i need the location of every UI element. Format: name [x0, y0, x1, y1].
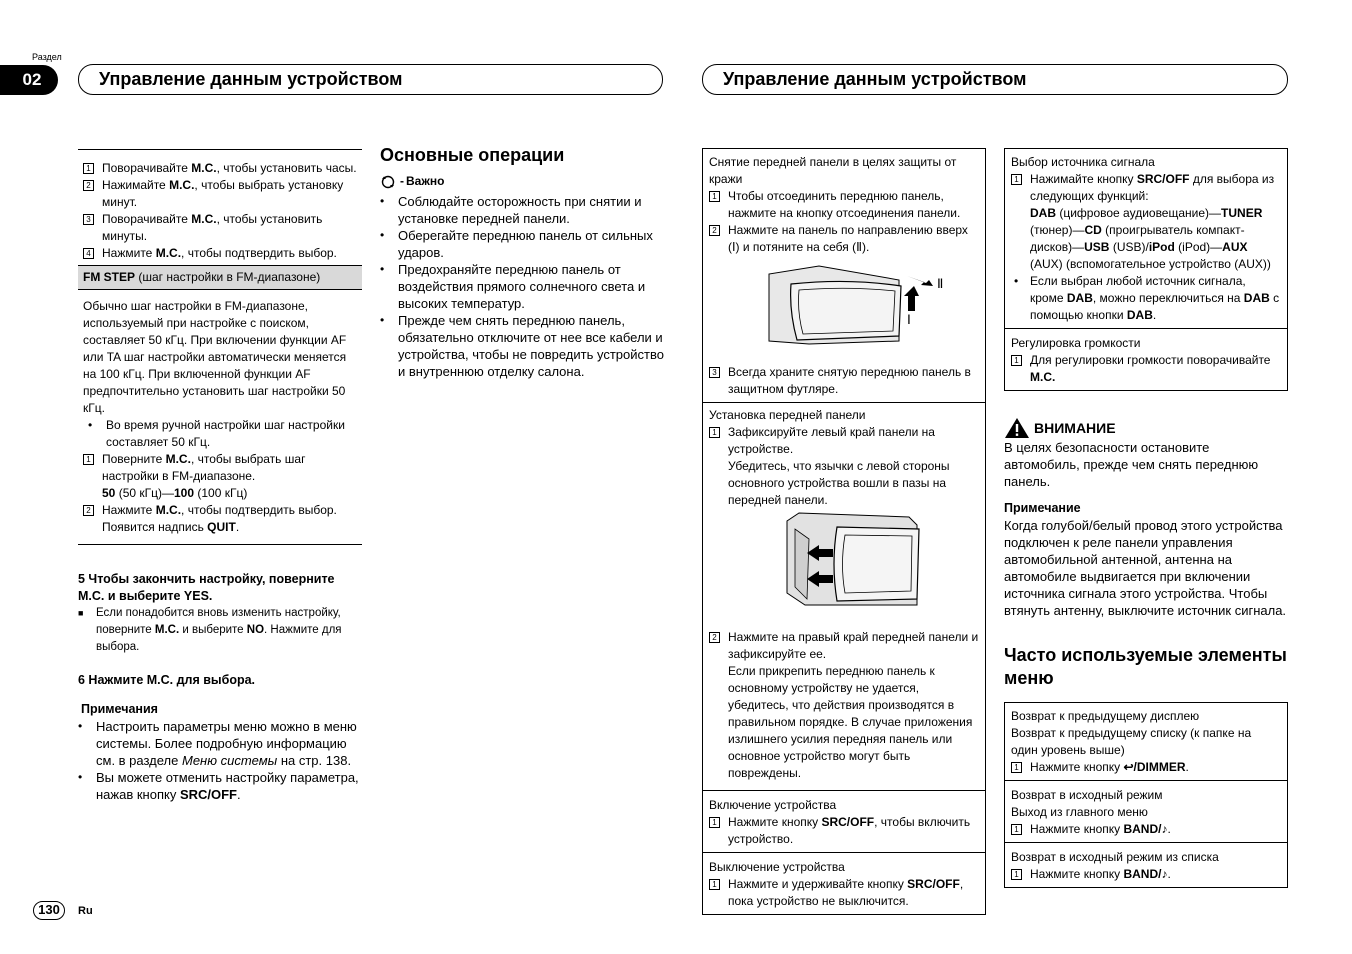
attach-panel-illustration — [709, 509, 981, 625]
section-label: Раздел — [32, 52, 62, 62]
column-4 — [1004, 148, 1288, 888]
source-bullet: • Если выбран любой источник сигнала, кроме DAB, можно переключиться на DAB с помощью кнопки DAB. — [1014, 274, 1280, 322]
column-1 — [78, 149, 362, 803]
important-heading: - Важно — [380, 173, 664, 190]
fm-step-heading — [78, 265, 362, 290]
fm-step-1: 1 Поверните M.C., чтобы выбрать шаг настройки в FM-диапазоне. 50 (50 кГц)—100 (100 кГц) — [83, 451, 357, 502]
power-on-step: 1 Нажмите кнопку SRC/OFF, чтобы включить устройство. — [709, 814, 979, 848]
fig1-label-two: Ⅱ — [937, 276, 944, 291]
volume-section — [1005, 328, 1287, 390]
menu-row: Возврат в исходный режим Выход из главного меню 1 Нажмите кнопку BAND/♪. — [1005, 780, 1287, 842]
important-bullet: • Предохраняйте переднюю панель от воздействия прямого солнечного света и высоких температур. — [380, 262, 646, 311]
power-off-section — [703, 852, 985, 914]
power-on-title: Включение устройства — [709, 798, 837, 812]
source-title: Выбор источника сигнала — [1011, 155, 1155, 169]
step-text: Поворачивайте M.C., чтобы установить часы. — [102, 161, 357, 175]
volume-title: Регулировка громкости — [1011, 336, 1141, 350]
menu-section-title: Часто используемые элементы меню — [1004, 645, 1287, 688]
warning-icon — [1004, 417, 1030, 439]
attach-step-1: 1 Зафиксируйте левый край панели на устройстве. Убедитесь, что язычки с левой стороны основного устройства вошли в пазы на передней панели. — [709, 424, 979, 509]
column-3 — [702, 148, 986, 915]
step-text: Нажмите M.C., чтобы подтвердить выбор. — [102, 246, 337, 260]
important-bullet: • Оберегайте переднюю панель от сильных ударов. — [380, 228, 653, 260]
notes-list — [78, 718, 362, 803]
source-list: DAB (цифровое аудиовещание)—TUNER (тюнер)—CD (проигрыватель компакт-дисков)—USB (USB)/iPod (iPod)—AUX (AUX) (вспомогательное устройство (AUX)) — [1030, 206, 1271, 271]
fm-step-2: 2 Нажмите M.C., чтобы подтвердить выбор. Появится надпись QUIT. — [83, 502, 357, 536]
page-header-right: Управление данным устройством — [702, 64, 1288, 95]
volume-step: 1 Для регулировки громкости поворачивайте M.C. — [1011, 352, 1281, 386]
column-2 — [380, 144, 664, 380]
remove-step-2: 2 Нажмите на панель по направлению вверх (Ⅰ) и потяните на себя (Ⅱ). — [709, 222, 979, 256]
remove-panel-title: Снятие передней панели в целях защиты от кражи — [709, 155, 957, 186]
step-text: Нажимайте M.C., чтобы выбрать установку минут. — [102, 178, 344, 209]
important-bullet: • Прежде чем снять переднюю панель, обязательно отключите от нее все кабели и устройства, чтобы не повредить устройство и внутреннюю отделку салона. — [380, 313, 664, 379]
fm-step-desc: (шаг настройки в FM-диапазоне) — [135, 270, 321, 284]
page-header-left: Управление данным устройством — [78, 64, 663, 95]
fm-step-body — [78, 290, 362, 545]
remove-panel-illustration — [709, 256, 981, 356]
note-item: • Вы можете отменить настройку параметра, нажав кнопку SRC/OFF. — [78, 770, 359, 802]
step5-title: 5 Чтобы закончить настройку, поверните M.C. и выберите YES. — [78, 572, 335, 603]
step-item — [83, 245, 362, 262]
step-item — [83, 211, 362, 245]
warning-text: В целях безопасности остановите автомобиль, прежде чем снять переднюю панель. — [1004, 440, 1259, 489]
attach-panel-section — [703, 402, 985, 786]
note-item: • Настроить параметры меню можно в меню системы. Более подробную информацию см. в разделе Меню системы на стр. 138. — [78, 719, 357, 768]
menu-box — [1004, 702, 1288, 888]
step6-title: 6 Нажмите M.C. для выбора. — [78, 673, 256, 687]
step-number: 4 — [83, 248, 94, 259]
power-off-step: 1 Нажмите и удерживайте кнопку SRC/OFF, пока устройство не выключится. — [709, 876, 979, 910]
source-volume-box — [1004, 148, 1288, 391]
important-icon — [380, 175, 398, 189]
fig1-label-one: Ⅰ — [907, 312, 911, 327]
clock-step-list — [83, 160, 362, 262]
step-text: Поворачивайте M.C., чтобы установить минуты. — [102, 212, 323, 243]
fm-step-bullet: • Во время ручной настройки шаг настройки составляет 50 кГц. — [88, 418, 345, 449]
step-item — [83, 177, 362, 211]
remove-step-1: 1 Чтобы отсоединить переднюю панель, нажмите на кнопку отсоединения панели. — [709, 188, 979, 222]
language-code: Ru — [78, 905, 93, 917]
power-off-title: Выключение устройства — [709, 860, 845, 874]
section-number: 02 — [0, 65, 58, 95]
important-bullet: • Соблюдайте осторожность при снятии и установке передней панели. — [380, 194, 642, 226]
step-number: 3 — [83, 214, 94, 225]
menu-row: Возврат в исходный режим из списка 1 Нажмите кнопку BAND/♪. — [1005, 842, 1287, 887]
source-step: 1 Нажимайте кнопку SRC/OFF для выбора из следующих функций: DAB (цифровое аудиовещание)—TUNER (тюнер)—CD (проигрыватель компакт-дисков)—USB (USB)/iPod (iPod)—AUX (AUX) (вспомогательное устройство (AUX)) — [1011, 171, 1281, 273]
warning-heading: ВНИМАНИЕ — [1004, 417, 1288, 439]
note-text: Когда голубой/белый провод этого устройства подключен к реле панели управления автомобильной антенной, антенна на автомобиле выдвигается при включении источника сигнала этого устройства. Чтобы втянуть антенну, выключите источник сигнала. — [1004, 518, 1287, 618]
step-number: 1 — [83, 163, 94, 174]
attach-panel-title: Установка передней панели — [709, 408, 866, 422]
fm-step-paragraph: Обычно шаг настройки в FM-диапазоне, используемый при настройке с поиском, составляет 50 кГц. При включении функции AF или TA шаг настройки автоматически меняется на 100 кГц. При включенной функции AF предпочтительно установить шаг настройки 50 кГц. — [83, 299, 347, 415]
note-title: Примечание — [1004, 501, 1081, 515]
step-number: 2 — [83, 180, 94, 191]
clock-steps — [78, 149, 362, 262]
step5-note: ■ Если понадобится вновь изменить настройку, поверните M.C. и выберите NO. Нажмите для выбора. — [78, 607, 342, 653]
page-number: 130 — [33, 901, 65, 920]
source-section — [1005, 149, 1287, 328]
attach-step-2: 2 Нажмите на правый край передней панели и зафиксируйте ее. Если прикрепить переднюю панель к основному устройству не удается, убедитесь, что действия производятся в правильном порядке. В случае приложения излишнего усилия передняя панель или основное устройство могут быть повреждены. — [709, 629, 979, 782]
important-bullets — [380, 193, 664, 380]
notes-title: Примечания — [81, 702, 158, 716]
basic-operations-title: Основные операции — [380, 145, 565, 165]
power-on-section — [703, 790, 985, 852]
menu-row: Возврат к предыдущему дисплею Возврат к предыдущему списку (к папке на один уровень выше) 1 Нажмите кнопку ↩/DIMMER. — [1011, 709, 1252, 774]
remove-panel-section — [703, 149, 985, 402]
remove-step-3: 3 Всегда храните снятую переднюю панель в защитном футляре. — [709, 364, 979, 398]
fm-step-label: FM STEP — [83, 270, 136, 284]
step-item — [83, 160, 362, 177]
